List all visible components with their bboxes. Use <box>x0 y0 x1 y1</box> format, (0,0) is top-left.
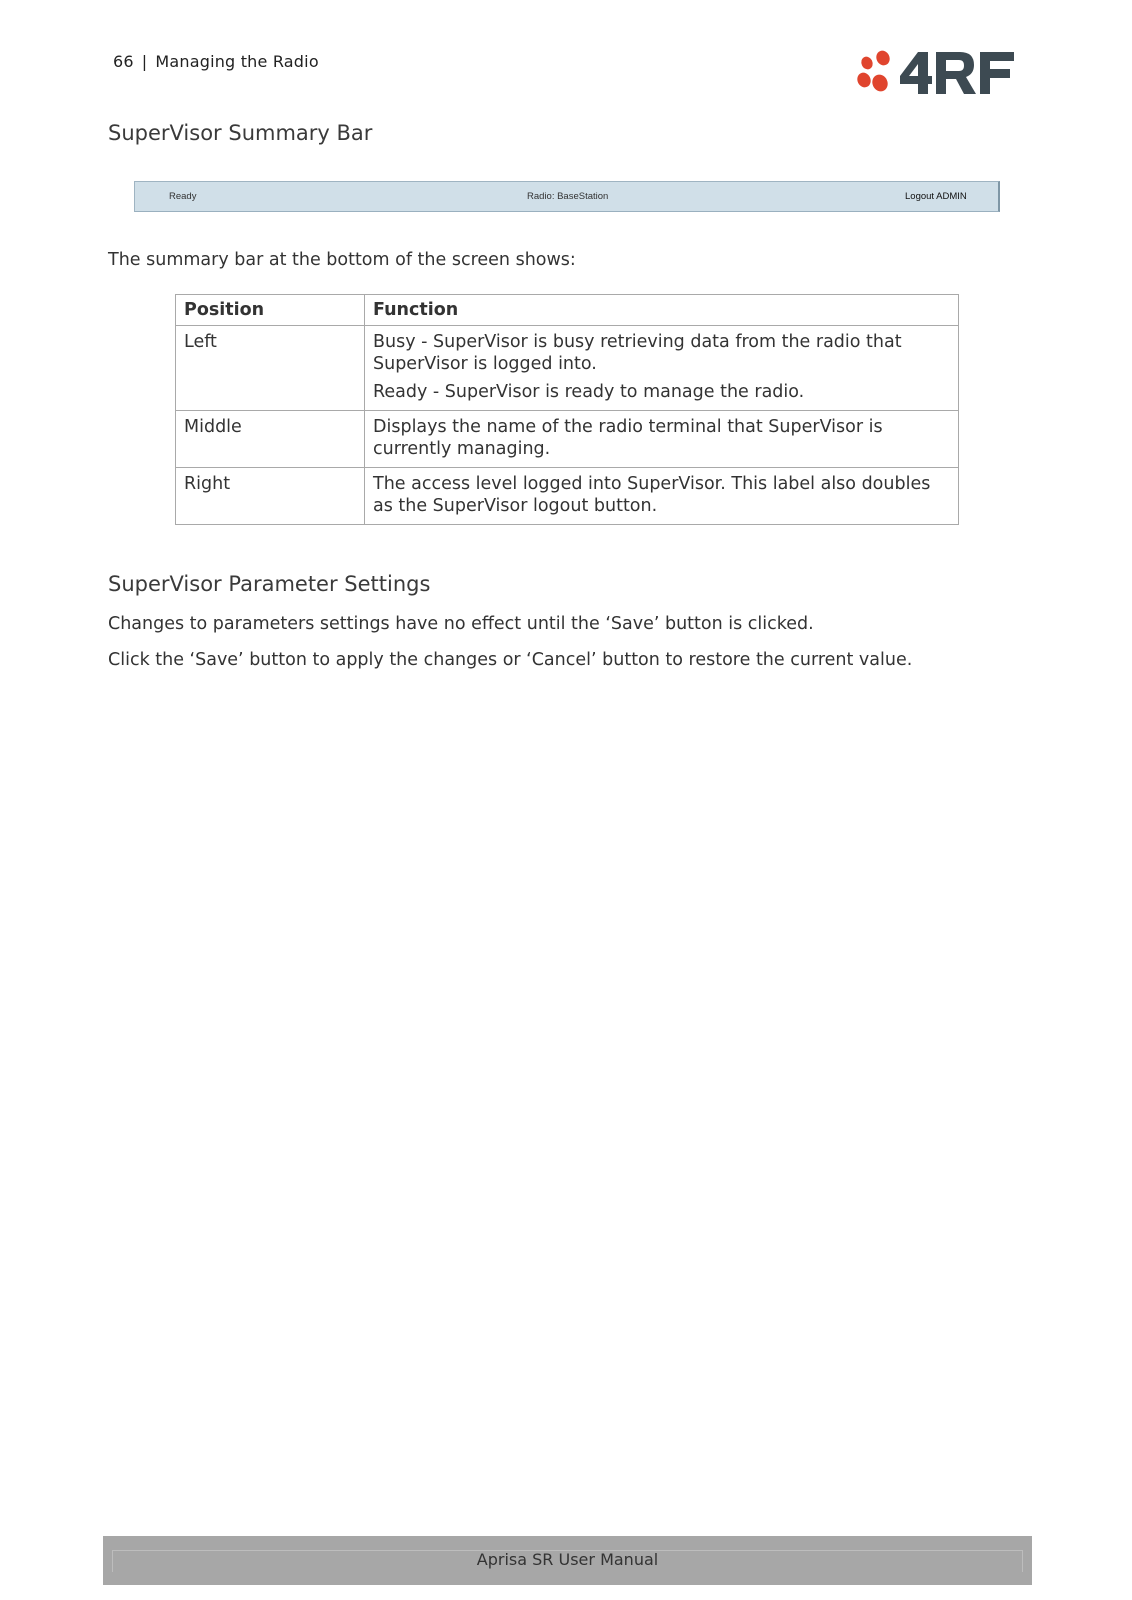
function-middle-text: Displays the name of the radio terminal that SuperVisor is currently managing. <box>373 417 883 459</box>
logout-button[interactable]: Logout ADMIN <box>905 191 967 202</box>
status-ready-label: Ready <box>169 191 197 202</box>
cell-function <box>365 468 959 525</box>
table-row-left <box>176 326 959 411</box>
cell-function <box>365 326 959 411</box>
parameter-settings-heading: SuperVisor Parameter Settings <box>108 572 431 596</box>
page-footer <box>103 1536 1032 1585</box>
table-row-middle <box>176 411 959 468</box>
column-header-function: Function <box>365 295 959 326</box>
function-ready-text: Ready - SuperVisor is ready to manage the radio. <box>373 382 805 402</box>
parameter-paragraph-2: Click the ‘Save’ button to apply the changes or ‘Cancel’ button to restore the current value. <box>108 650 913 670</box>
4rf-logo <box>856 50 1021 96</box>
function-right-text: The access level logged into SuperVisor. This label also doubles as the SuperVisor logout button. <box>373 474 931 516</box>
summary-bar-table <box>175 294 959 525</box>
cell-position: Middle <box>176 411 365 468</box>
cell-function <box>365 411 959 468</box>
footer-manual-title: Aprisa SR User Manual <box>476 1550 659 1569</box>
logo-dots-icon <box>856 50 892 94</box>
supervisor-summary-bar <box>134 181 1000 212</box>
summary-intro-text: The summary bar at the bottom of the screen shows: <box>108 250 576 270</box>
running-header <box>113 52 319 71</box>
header-separator: | <box>141 52 148 71</box>
summary-bar-heading: SuperVisor Summary Bar <box>108 121 373 145</box>
radio-name-label: Radio: BaseStation <box>527 191 609 202</box>
table-row-right <box>176 468 959 525</box>
page-number: 66 <box>113 52 134 71</box>
logo-letters <box>900 52 1014 94</box>
table-header-row <box>176 295 959 326</box>
column-header-position: Position <box>176 295 365 326</box>
header-section-title: Managing the Radio <box>155 52 319 71</box>
cell-position: Right <box>176 468 365 525</box>
cell-position: Left <box>176 326 365 411</box>
function-busy-text: Busy - SuperVisor is busy retrieving data from the radio that SuperVisor is logged into. <box>373 332 902 374</box>
parameter-paragraph-1: Changes to parameters settings have no effect until the ‘Save’ button is clicked. <box>108 614 814 634</box>
